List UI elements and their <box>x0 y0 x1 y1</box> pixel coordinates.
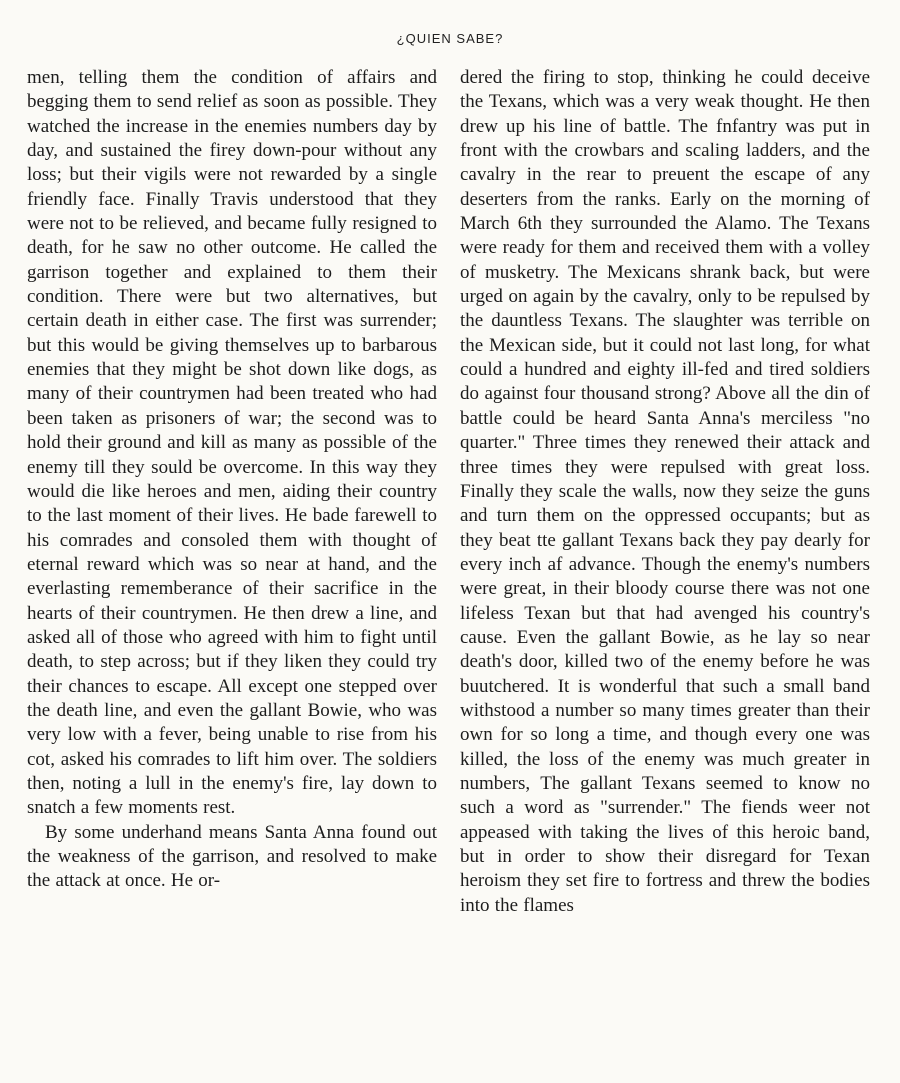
left-column <box>27 66 437 894</box>
right-column <box>460 66 870 918</box>
left-paragraph-2: By some underhand means Santa Anna found out the weakness of the garrison, and resolved to make the attack at once. He or- <box>27 821 437 892</box>
right-paragraph-1: dered the firing to stop, thinking he could deceive the Texans, which was a very weak thought. He then drew up his line of battle. The fnfantry was put in front with the crowbars and scaling ladders, and the cavalry in the rear to preuent the escape of any deserters from the ranks. Early on the morning of March 6th they surrounded the Alamo. The Texans were ready for them and received them with a volley of musketry. The Mexicans shrank back, but were urged on again by the cavalry, only to be repulsed by the dauntless Texans. The slaughter was terrible on the Mexican side, but it could not last long, for what could a hundred and eighty ill-fed and tired soldiers do against four thousand strong? Above all the din of battle could be heard Santa Anna's merciless "no quarter." Three times they renewed their attack and three times they were repulsed with great loss. Finally they scale the walls, now they seize the guns and turn them on the oppressed occupants; but as they beat tte gallant Texans back they pay dearly for every inch af advance. Though the enemy's numbers were great, in their bloody course there was not one lifeless Texan but that had avenged his country's cause. Even the gallant Bowie, as he lay so near death's door, killed two of the enemy before he was buutchered. It is wonderful that such a small band withstood a number so many times greater than their own for so long a time, and though every one was killed, the loss of the enemy was much greater in numbers, The gallant Texans seemed to know no such a word as "surrender." The fiends weer not appeased with taking the lives of this heroic band, but in order to show their disregard for Texan heroism they set fire to fortress and threw the bodies into the flames <box>460 67 870 916</box>
left-paragraph-1: men, telling them the condition of affairs and begging them to send relief as soon as possible. They watched the increase in the enemies numbers day by day, and sustained the firey down-pour without any loss; but their vigils were not rewarded by a single friendly face. Finally Travis understood that they were not to be relieved, and became fully resigned to death, for he saw no other outcome. He called the garrison together and explained to them their condition. There were but two alternatives, but certain death in either case. The first was surrender; but this would be giving themselves up to barbarous enemies that they might be shot down like dogs, as many of their countrymen had been treated who had been taken as prisoners of war; the second was to hold their ground and kill as many as possible of the enemy till they sould be overcome. In this way they would die like heroes and men, aiding their country to the last moment of their lives. He bade farewell to his comrades and consoled them with thought of eternal reward which was so near at hand, and the everlasting rememberance of their sacrifice in the hearts of their countrymen. He then drew a line, and asked all of those who agreed with him to fight until death, to step across; but if they liken they could try their chances to escape. All except one stepped over the death line, and even the gallant Bowie, who was very low with a fever, being unable to rise from his cot, asked his comrades to lift him over. The soldiers then, noting a lull in the enemy's fire, lay down to snatch a few moments rest. <box>27 67 437 819</box>
running-head: ¿QUIEN SABE? <box>396 31 504 46</box>
